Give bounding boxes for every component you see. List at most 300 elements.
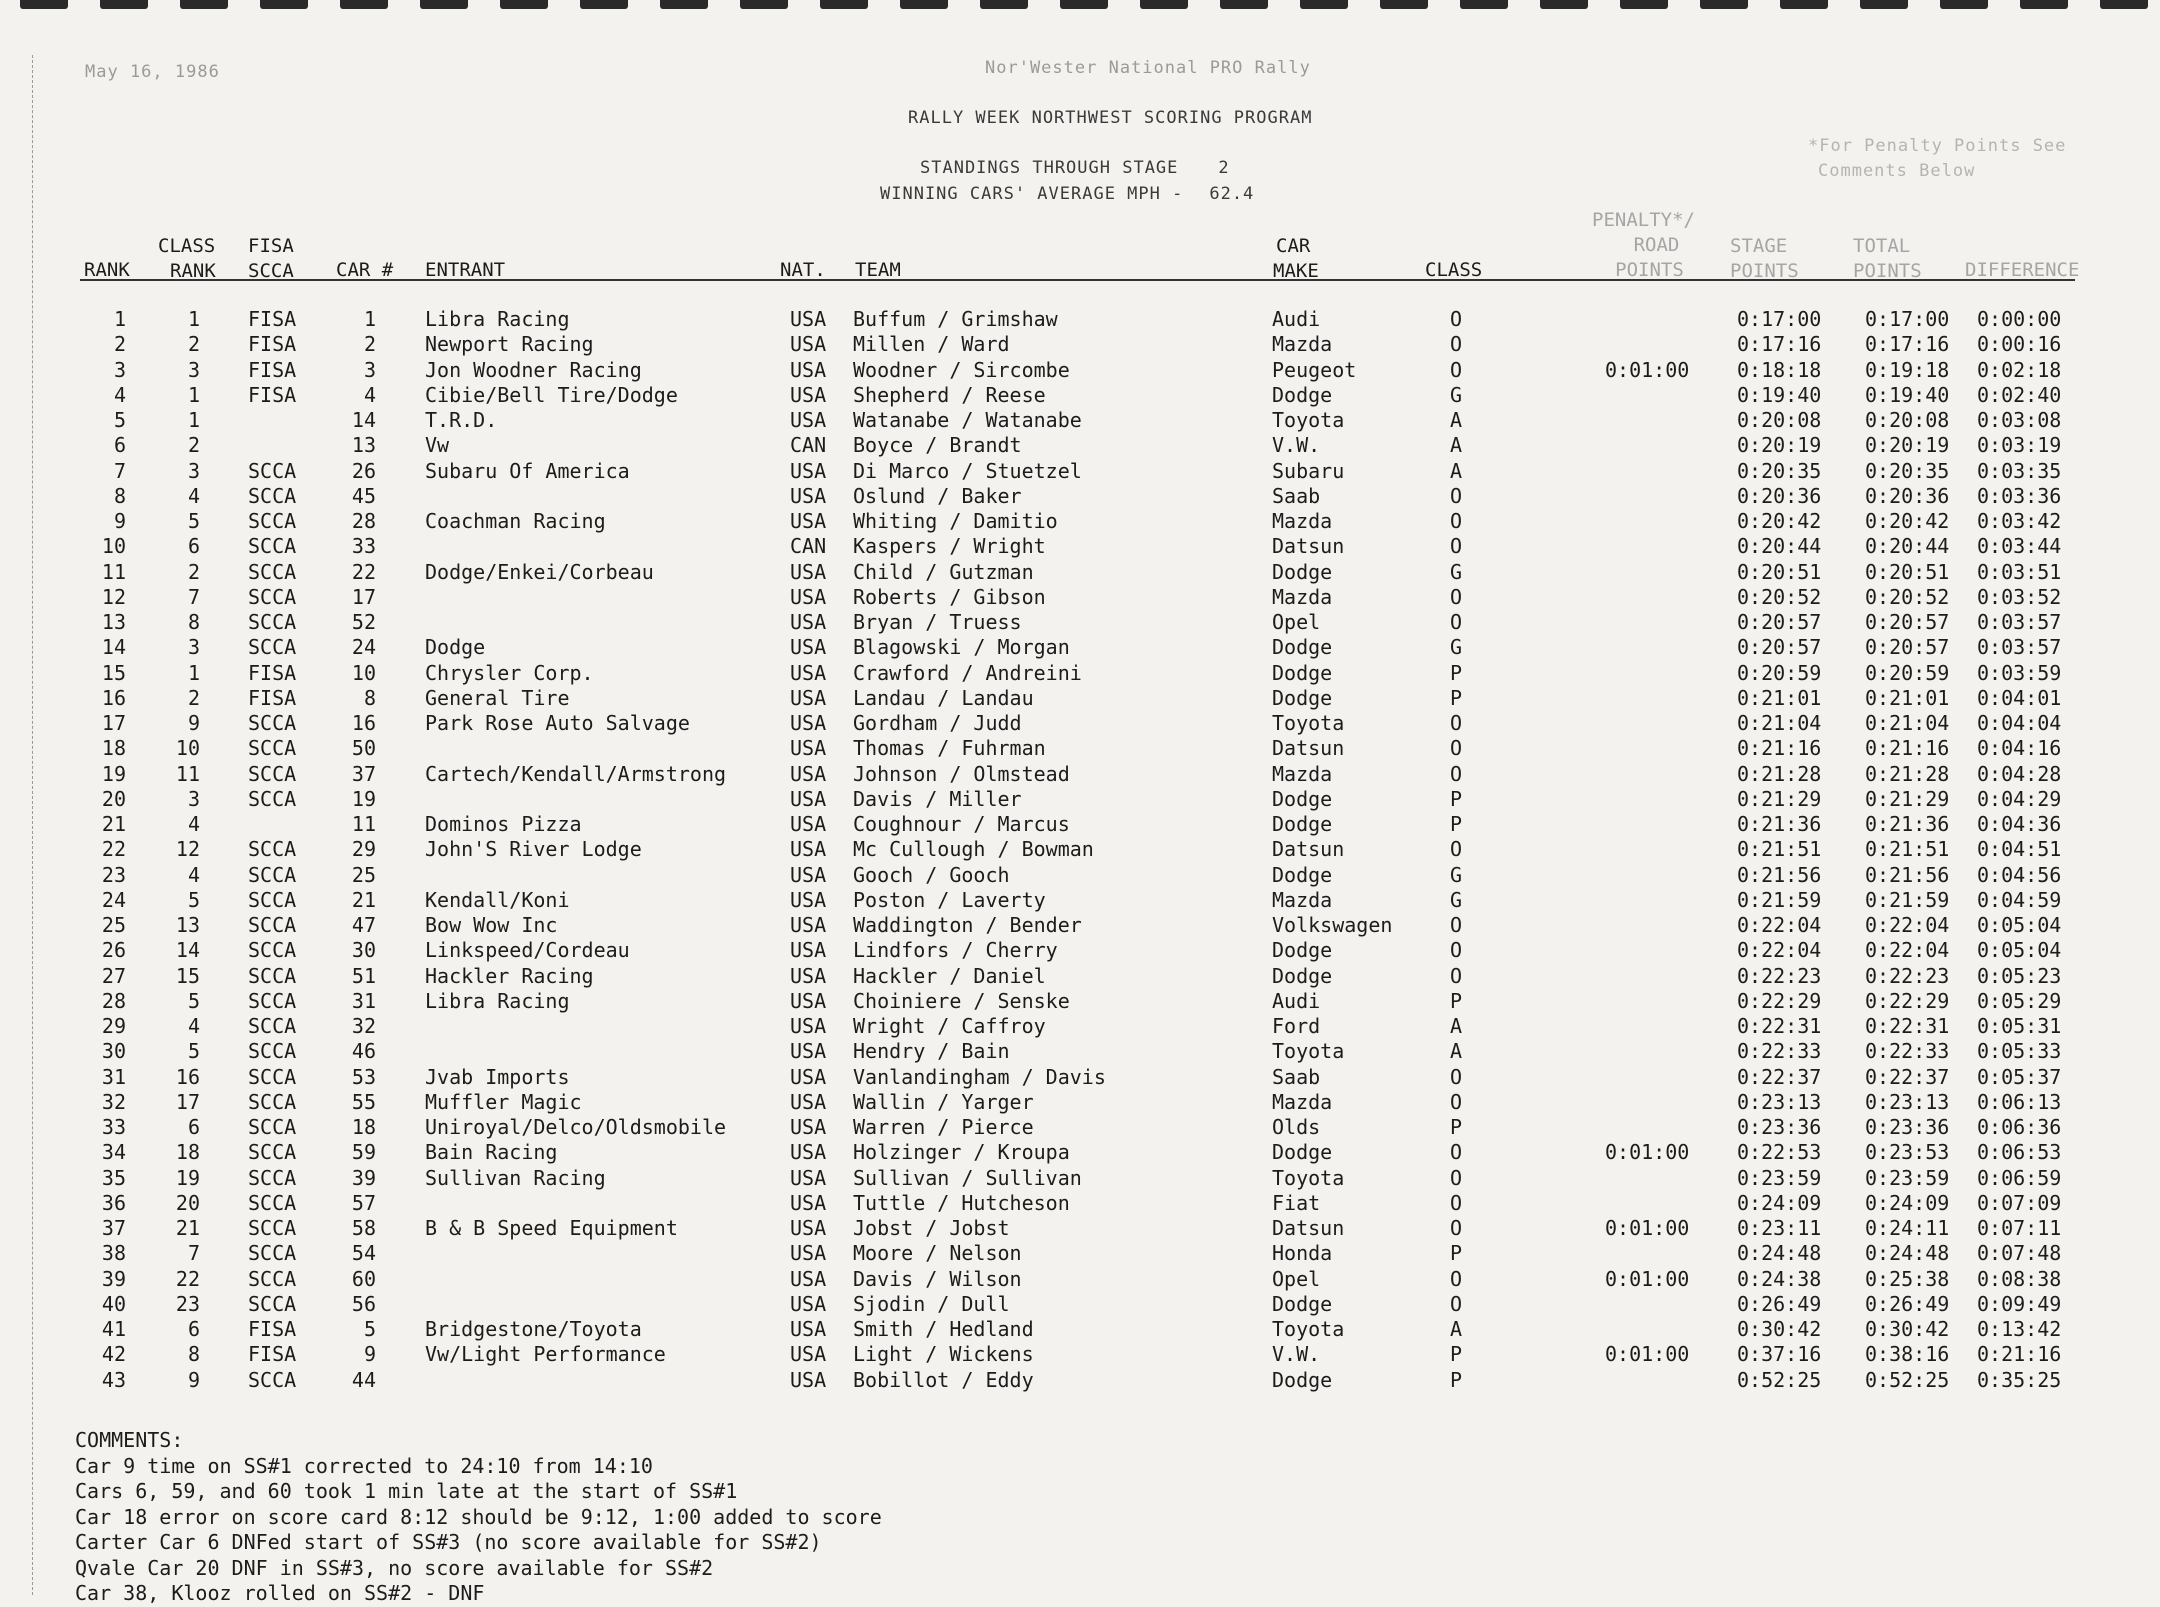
class-cell: O [1450, 837, 1463, 861]
class-cell: O [1450, 913, 1463, 937]
total-points-cell: 0:20:42 [1865, 509, 1950, 533]
car-make-cell: Olds [1272, 1115, 1321, 1139]
car-make-cell: Saab [1272, 484, 1321, 508]
class-rank-cell: 5 [187, 509, 200, 533]
nationality-cell: USA [790, 332, 827, 356]
sanction-cell: SCCA [248, 762, 297, 786]
class-cell: G [1450, 560, 1463, 584]
table-row [0, 863, 2160, 888]
total-points-cell: 0:23:53 [1865, 1140, 1950, 1164]
car-number-cell: 39 [351, 1166, 376, 1190]
col-team: TEAM [855, 259, 901, 281]
class-rank-cell: 13 [175, 913, 200, 937]
sanction-cell: SCCA [248, 1090, 297, 1114]
table-row [0, 711, 2160, 736]
entrant-cell: Cibie/Bell Tire/Dodge [425, 383, 678, 407]
class-cell: A [1450, 1014, 1463, 1038]
team-cell: Hackler / Daniel [853, 964, 1046, 988]
difference-cell: 0:08:38 [1977, 1267, 2062, 1291]
sanction-cell: SCCA [248, 1368, 297, 1392]
col-penalty-l1: PENALTY*/ [1592, 209, 1695, 231]
nationality-cell: USA [790, 1140, 827, 1164]
standings-label: STANDINGS THROUGH STAGE [920, 158, 1179, 178]
perforation-mark [740, 0, 788, 9]
total-points-cell: 0:24:48 [1865, 1241, 1950, 1265]
entrant-cell: Dominos Pizza [425, 812, 582, 836]
nationality-cell: USA [790, 736, 827, 760]
col-fisa-scca [248, 234, 294, 284]
car-make-cell: Toyota [1272, 1039, 1345, 1063]
car-make-cell: Dodge [1272, 1368, 1333, 1392]
car-number-cell: 50 [351, 736, 376, 760]
col-fisa-l2: SCCA [248, 260, 294, 282]
table-row [0, 888, 2160, 913]
table-row [0, 585, 2160, 610]
table-row [0, 1090, 2160, 1115]
comment-line: Car 38, Klooz rolled on SS#2 - DNF [75, 1581, 485, 1605]
car-make-cell: Dodge [1272, 383, 1333, 407]
nationality-cell: USA [790, 837, 827, 861]
nationality-cell: USA [790, 484, 827, 508]
difference-cell: 0:07:09 [1977, 1191, 2062, 1215]
nationality-cell: USA [790, 686, 827, 710]
stage-points-cell: 0:24:38 [1737, 1267, 1822, 1291]
class-rank-cell: 10 [175, 736, 200, 760]
perforation-mark [1220, 0, 1268, 9]
difference-cell: 0:05:29 [1977, 989, 2062, 1013]
stage-points-cell: 0:21:29 [1737, 787, 1822, 811]
class-cell: O [1450, 534, 1463, 558]
car-number-cell: 56 [351, 1292, 376, 1316]
class-cell: O [1450, 1166, 1463, 1190]
perforation-mark [660, 0, 708, 9]
entrant-cell: Bow Wow Inc [425, 913, 558, 937]
sanction-cell: SCCA [248, 837, 297, 861]
class-cell: P [1450, 812, 1463, 836]
penalty-cell: 0:01:00 [1605, 1267, 1690, 1291]
class-rank-cell: 3 [187, 787, 200, 811]
class-rank-cell: 17 [175, 1090, 200, 1114]
car-number-cell: 55 [351, 1090, 376, 1114]
class-cell: O [1450, 762, 1463, 786]
total-points-cell: 0:20:57 [1865, 635, 1950, 659]
class-cell: O [1450, 307, 1463, 331]
nationality-cell: USA [790, 1039, 827, 1063]
class-cell: A [1450, 1317, 1463, 1341]
difference-cell: 0:35:25 [1977, 1368, 2062, 1392]
stage-points-cell: 0:20:51 [1737, 560, 1822, 584]
perforation-mark [580, 0, 628, 9]
nationality-cell: CAN [790, 433, 827, 457]
nationality-cell: USA [790, 1267, 827, 1291]
team-cell: Landau / Landau [853, 686, 1034, 710]
total-points-cell: 0:23:13 [1865, 1090, 1950, 1114]
entrant-cell: Muffler Magic [425, 1090, 582, 1114]
class-cell: O [1450, 1216, 1463, 1240]
class-rank-cell: 2 [187, 433, 200, 457]
table-row [0, 1368, 2160, 1393]
sanction-cell: SCCA [248, 509, 297, 533]
table-row [0, 1065, 2160, 1090]
nationality-cell: CAN [790, 534, 827, 558]
col-stage-points [1730, 234, 1799, 284]
nationality-cell: USA [790, 408, 827, 432]
total-points-cell: 0:30:42 [1865, 1317, 1950, 1341]
rank-cell: 34 [101, 1140, 126, 1164]
stage-points-cell: 0:22:53 [1737, 1140, 1822, 1164]
team-cell: Sullivan / Sullivan [853, 1166, 1082, 1190]
car-make-cell: Audi [1272, 307, 1321, 331]
class-cell: O [1450, 1191, 1463, 1215]
car-number-cell: 53 [351, 1065, 376, 1089]
sanction-cell: SCCA [248, 1216, 297, 1240]
sanction-cell: SCCA [248, 711, 297, 735]
perforation-strip [0, 0, 2160, 12]
class-rank-cell: 8 [187, 610, 200, 634]
entrant-cell: Jon Woodner Racing [425, 358, 642, 382]
stage-points-cell: 0:21:16 [1737, 736, 1822, 760]
penalty-cell: 0:01:00 [1605, 1216, 1690, 1240]
difference-cell: 0:03:19 [1977, 433, 2062, 457]
team-cell: Thomas / Fuhrman [853, 736, 1046, 760]
difference-cell: 0:05:31 [1977, 1014, 2062, 1038]
rank-cell: 42 [101, 1342, 126, 1366]
class-rank-cell: 4 [187, 484, 200, 508]
total-points-cell: 0:24:09 [1865, 1191, 1950, 1215]
nationality-cell: USA [790, 711, 827, 735]
car-number-cell: 18 [351, 1115, 376, 1139]
car-number-cell: 21 [351, 888, 376, 912]
stage-points-cell: 0:20:59 [1737, 661, 1822, 685]
class-cell: O [1450, 711, 1463, 735]
penalty-cell: 0:01:00 [1605, 1342, 1690, 1366]
car-make-cell: Honda [1272, 1241, 1333, 1265]
total-points-cell: 0:24:11 [1865, 1216, 1950, 1240]
car-number-cell: 60 [351, 1267, 376, 1291]
sanction-cell: SCCA [248, 787, 297, 811]
class-cell: P [1450, 1115, 1463, 1139]
table-row [0, 837, 2160, 862]
report-date: May 16, 1986 [85, 62, 220, 82]
event-title: Nor'Wester National PRO Rally [985, 58, 1311, 78]
car-make-cell: Mazda [1272, 1090, 1333, 1114]
class-rank-cell: 6 [187, 534, 200, 558]
table-row [0, 736, 2160, 761]
team-cell: Whiting / Damitio [853, 509, 1058, 533]
nationality-cell: USA [790, 888, 827, 912]
team-cell: Sjodin / Dull [853, 1292, 1010, 1316]
car-number-cell: 59 [351, 1140, 376, 1164]
rank-cell: 30 [101, 1039, 126, 1063]
nationality-cell: USA [790, 459, 827, 483]
car-number-cell: 10 [351, 661, 376, 685]
col-penalty-l2: ROAD [1633, 234, 1680, 256]
rank-cell: 4 [113, 383, 126, 407]
difference-cell: 0:05:23 [1977, 964, 2062, 988]
nationality-cell: USA [790, 307, 827, 331]
table-row [0, 383, 2160, 408]
team-cell: Jobst / Jobst [853, 1216, 1010, 1240]
car-make-cell: Dodge [1272, 787, 1333, 811]
difference-cell: 0:04:36 [1977, 812, 2062, 836]
car-number-cell: 54 [351, 1241, 376, 1265]
stage-points-cell: 0:22:04 [1737, 938, 1822, 962]
entrant-cell: Libra Racing [425, 307, 570, 331]
stage-points-cell: 0:21:59 [1737, 888, 1822, 912]
table-row [0, 635, 2160, 660]
stage-points-cell: 0:22:33 [1737, 1039, 1822, 1063]
difference-cell: 0:04:01 [1977, 686, 2062, 710]
difference-cell: 0:03:51 [1977, 560, 2062, 584]
class-rank-cell: 4 [187, 812, 200, 836]
sanction-cell: SCCA [248, 888, 297, 912]
nationality-cell: USA [790, 1191, 827, 1215]
entrant-cell: Dodge/Enkei/Corbeau [425, 560, 654, 584]
class-rank-cell: 9 [187, 711, 200, 735]
class-cell: O [1450, 1140, 1463, 1164]
total-points-cell: 0:20:08 [1865, 408, 1950, 432]
car-number-cell: 32 [351, 1014, 376, 1038]
entrant-cell: B & B Speed Equipment [425, 1216, 678, 1240]
table-row [0, 812, 2160, 837]
nationality-cell: USA [790, 812, 827, 836]
team-cell: Gordham / Judd [853, 711, 1022, 735]
col-make-l2: MAKE [1273, 260, 1319, 282]
entrant-cell: Coachman Racing [425, 509, 606, 533]
col-class-rank-l2: RANK [170, 260, 216, 282]
total-points-cell: 0:20:51 [1865, 560, 1950, 584]
col-penalty-l3: POINTS [1615, 259, 1684, 281]
car-make-cell: Dodge [1272, 938, 1333, 962]
class-rank-cell: 1 [187, 661, 200, 685]
table-row [0, 1317, 2160, 1342]
comment-line: Cars 6, 59, and 60 took 1 min late at the start of SS#1 [75, 1479, 738, 1503]
table-row [0, 1115, 2160, 1140]
car-make-cell: Subaru [1272, 459, 1345, 483]
table-row [0, 686, 2160, 711]
program-title: RALLY WEEK NORTHWEST SCORING PROGRAM [908, 108, 1313, 128]
team-cell: Watanabe / Watanabe [853, 408, 1082, 432]
average-label: WINNING CARS' AVERAGE MPH - [880, 184, 1184, 204]
team-cell: Kaspers / Wright [853, 534, 1046, 558]
sanction-cell: SCCA [248, 610, 297, 634]
team-cell: Buffum / Grimshaw [853, 307, 1058, 331]
nationality-cell: USA [790, 1342, 827, 1366]
entrant-cell: Jvab Imports [425, 1065, 570, 1089]
col-total-points [1853, 234, 1922, 284]
team-cell: Bobillot / Eddy [853, 1368, 1034, 1392]
perforation-mark [1460, 0, 1508, 9]
nationality-cell: USA [790, 762, 827, 786]
nationality-cell: USA [790, 1014, 827, 1038]
class-cell: G [1450, 383, 1463, 407]
stage-points-cell: 0:20:42 [1737, 509, 1822, 533]
sanction-cell: FISA [248, 686, 297, 710]
standings-line [920, 158, 1230, 178]
total-points-cell: 0:21:04 [1865, 711, 1950, 735]
entrant-cell: General Tire [425, 686, 570, 710]
rank-cell: 43 [101, 1368, 126, 1392]
sanction-cell: SCCA [248, 736, 297, 760]
difference-cell: 0:05:04 [1977, 913, 2062, 937]
sanction-cell: SCCA [248, 534, 297, 558]
total-points-cell: 0:19:18 [1865, 358, 1950, 382]
total-points-cell: 0:21:16 [1865, 736, 1950, 760]
difference-cell: 0:03:08 [1977, 408, 2062, 432]
entrant-cell: Subaru Of America [425, 459, 630, 483]
car-number-cell: 44 [351, 1368, 376, 1392]
total-points-cell: 0:20:52 [1865, 585, 1950, 609]
class-rank-cell: 2 [187, 560, 200, 584]
class-rank-cell: 12 [175, 837, 200, 861]
difference-cell: 0:00:16 [1977, 332, 2062, 356]
nationality-cell: USA [790, 1166, 827, 1190]
col-nat: NAT. [780, 259, 826, 281]
total-points-cell: 0:21:29 [1865, 787, 1950, 811]
class-rank-cell: 21 [175, 1216, 200, 1240]
nationality-cell: USA [790, 358, 827, 382]
car-make-cell: Toyota [1272, 408, 1345, 432]
sanction-cell: FISA [248, 661, 297, 685]
sanction-cell: SCCA [248, 989, 297, 1013]
team-cell: Mc Cullough / Bowman [853, 837, 1094, 861]
team-cell: Warren / Pierce [853, 1115, 1034, 1139]
car-make-cell: Peugeot [1272, 358, 1357, 382]
car-make-cell: Toyota [1272, 1166, 1345, 1190]
difference-cell: 0:09:49 [1977, 1292, 2062, 1316]
sanction-cell: SCCA [248, 459, 297, 483]
difference-cell: 0:06:13 [1977, 1090, 2062, 1114]
car-make-cell: Dodge [1272, 863, 1333, 887]
entrant-cell: Vw [425, 433, 450, 457]
entrant-cell: Bridgestone/Toyota [425, 1317, 642, 1341]
table-row [0, 433, 2160, 458]
total-points-cell: 0:22:37 [1865, 1065, 1950, 1089]
class-rank-cell: 16 [175, 1065, 200, 1089]
nationality-cell: USA [790, 661, 827, 685]
table-row [0, 1216, 2160, 1241]
entrant-cell: Linkspeed/Cordeau [425, 938, 630, 962]
team-cell: Child / Gutzman [853, 560, 1034, 584]
sanction-cell: FISA [248, 332, 297, 356]
penalty-note-line1: *For Penalty Points See [1808, 136, 2067, 156]
table-row [0, 1014, 2160, 1039]
total-points-cell: 0:22:04 [1865, 938, 1950, 962]
class-cell: P [1450, 787, 1463, 811]
team-cell: Holzinger / Kroupa [853, 1140, 1070, 1164]
team-cell: Millen / Ward [853, 332, 1010, 356]
team-cell: Shepherd / Reese [853, 383, 1046, 407]
table-row [0, 964, 2160, 989]
col-class: CLASS [1425, 259, 1483, 281]
rank-cell: 35 [101, 1166, 126, 1190]
stage-points-cell: 0:23:59 [1737, 1166, 1822, 1190]
rank-cell: 24 [101, 888, 126, 912]
perforation-mark [1860, 0, 1908, 9]
stage-points-cell: 0:18:18 [1737, 358, 1822, 382]
team-cell: Blagowski / Morgan [853, 635, 1070, 659]
stage-points-cell: 0:17:16 [1737, 332, 1822, 356]
class-cell: A [1450, 459, 1463, 483]
stage-points-cell: 0:17:00 [1737, 307, 1822, 331]
rank-cell: 9 [113, 509, 126, 533]
team-cell: Roberts / Gibson [853, 585, 1046, 609]
stage-points-cell: 0:26:49 [1737, 1292, 1822, 1316]
class-rank-cell: 18 [175, 1140, 200, 1164]
perforation-mark [1620, 0, 1668, 9]
sanction-cell: SCCA [248, 585, 297, 609]
table-row [0, 509, 2160, 534]
car-make-cell: Datsun [1272, 837, 1345, 861]
sanction-cell: SCCA [248, 1292, 297, 1316]
car-make-cell: Datsun [1272, 534, 1345, 558]
entrant-cell: John'S River Lodge [425, 837, 642, 861]
difference-cell: 0:05:37 [1977, 1065, 2062, 1089]
stage-points-cell: 0:21:56 [1737, 863, 1822, 887]
car-make-cell: Toyota [1272, 711, 1345, 735]
car-number-cell: 28 [351, 509, 376, 533]
sanction-cell: SCCA [248, 1140, 297, 1164]
total-points-cell: 0:22:33 [1865, 1039, 1950, 1063]
car-number-cell: 29 [351, 837, 376, 861]
team-cell: Johnson / Olmstead [853, 762, 1070, 786]
rank-cell: 27 [101, 964, 126, 988]
table-row [0, 1039, 2160, 1064]
class-rank-cell: 20 [175, 1191, 200, 1215]
perforation-mark [1780, 0, 1828, 9]
total-points-cell: 0:20:19 [1865, 433, 1950, 457]
car-number-cell: 3 [363, 358, 376, 382]
difference-cell: 0:07:11 [1977, 1216, 2062, 1240]
rank-cell: 17 [101, 711, 126, 735]
class-cell: P [1450, 661, 1463, 685]
total-points-cell: 0:21:36 [1865, 812, 1950, 836]
class-cell: O [1450, 1292, 1463, 1316]
class-cell: P [1450, 686, 1463, 710]
sanction-cell: SCCA [248, 863, 297, 887]
table-row [0, 938, 2160, 963]
difference-cell: 0:03:36 [1977, 484, 2062, 508]
car-number-cell: 46 [351, 1039, 376, 1063]
sanction-cell: FISA [248, 383, 297, 407]
difference-cell: 0:04:28 [1977, 762, 2062, 786]
stage-points-cell: 0:20:35 [1737, 459, 1822, 483]
class-cell: P [1450, 1241, 1463, 1265]
stage-points-cell: 0:20:52 [1737, 585, 1822, 609]
col-class-rank [158, 234, 216, 284]
total-points-cell: 0:21:01 [1865, 686, 1950, 710]
total-points-cell: 0:22:04 [1865, 913, 1950, 937]
class-cell: O [1450, 332, 1463, 356]
car-number-cell: 2 [363, 332, 376, 356]
col-fisa-l1: FISA [248, 235, 294, 257]
difference-cell: 0:05:33 [1977, 1039, 2062, 1063]
total-points-cell: 0:20:44 [1865, 534, 1950, 558]
entrant-cell: Newport Racing [425, 332, 594, 356]
col-car-make [1273, 234, 1319, 284]
rank-cell: 39 [101, 1267, 126, 1291]
table-row [0, 1267, 2160, 1292]
class-rank-cell: 1 [187, 383, 200, 407]
car-make-cell: Dodge [1272, 635, 1333, 659]
average-line [880, 184, 1254, 204]
stage-points-cell: 0:20:08 [1737, 408, 1822, 432]
car-make-cell: Datsun [1272, 736, 1345, 760]
car-number-cell: 33 [351, 534, 376, 558]
class-cell: O [1450, 610, 1463, 634]
entrant-cell: Bain Racing [425, 1140, 558, 1164]
perforation-mark [1300, 0, 1348, 9]
